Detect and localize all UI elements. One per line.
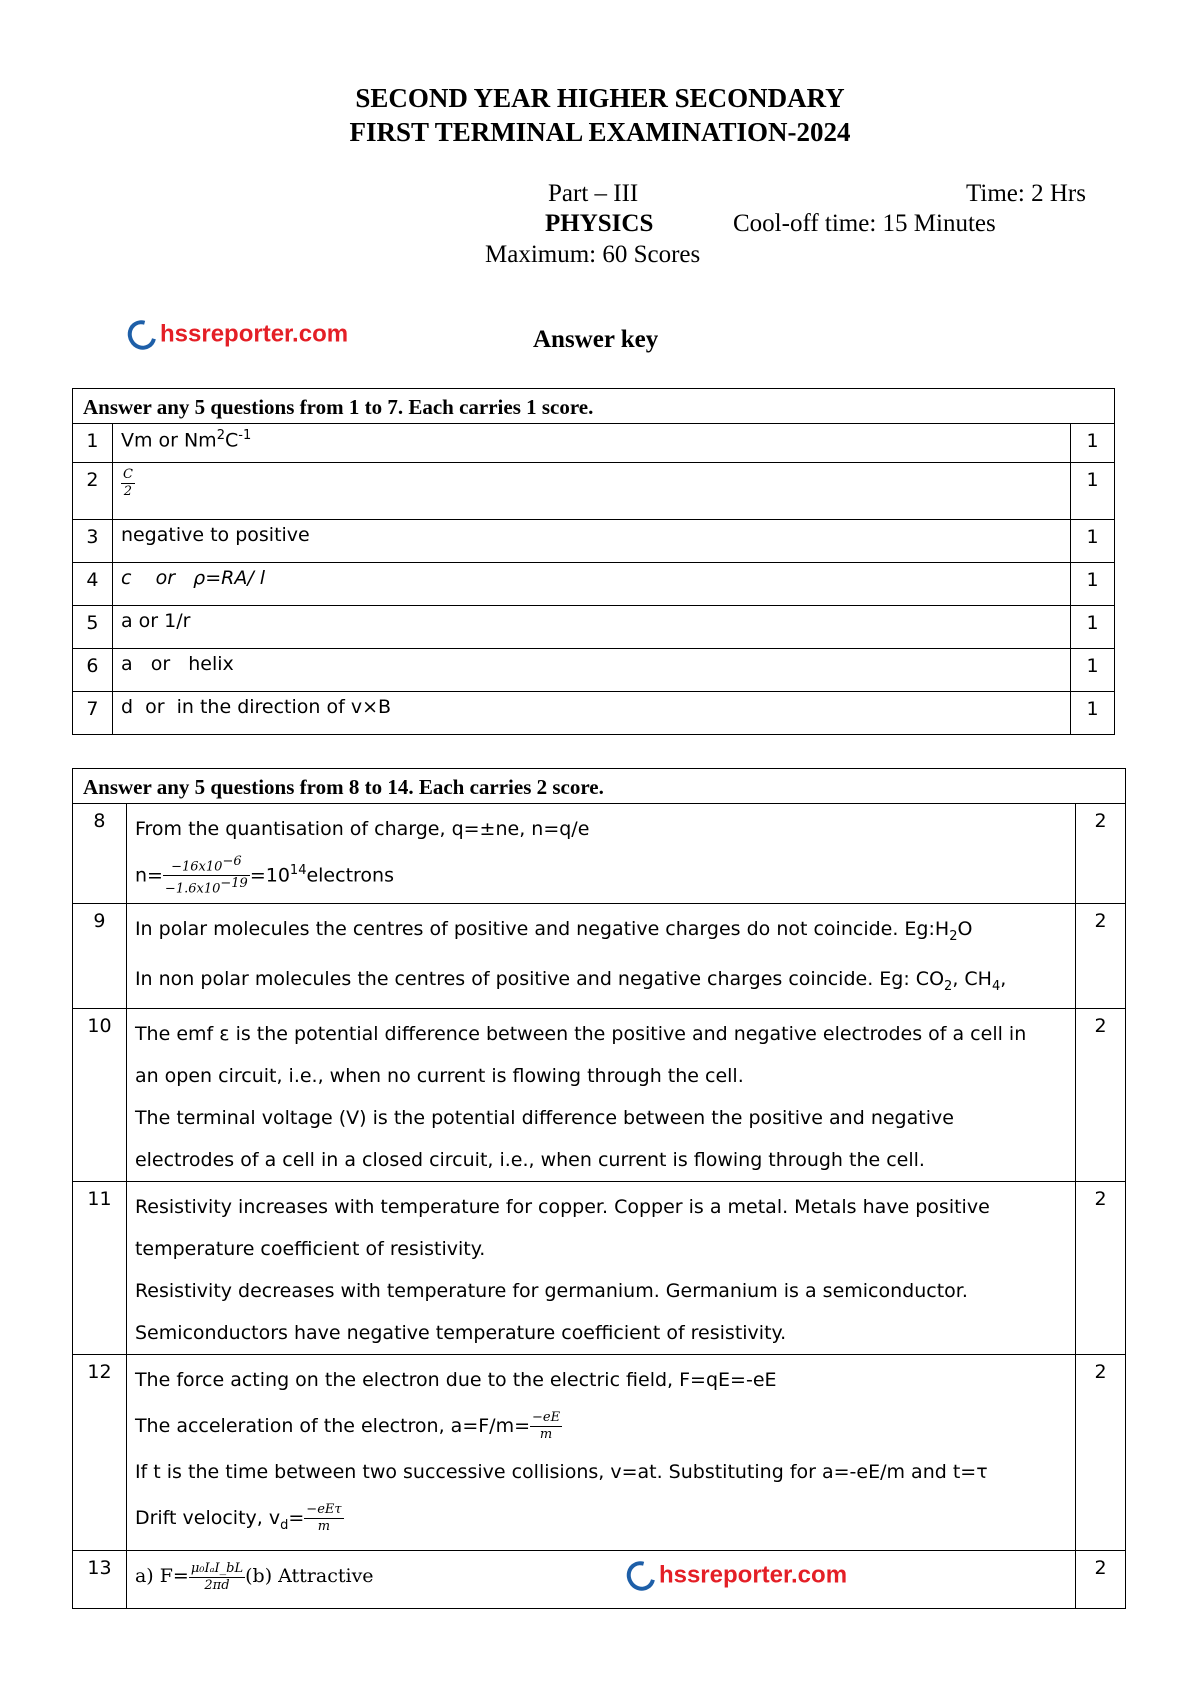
answer-cell: d or in the direction of v×B: [112, 692, 1070, 735]
section2-heading: Answer any 5 questions from 8 to 14. Each carries 2 score.: [73, 769, 1126, 804]
logo-icon: [122, 315, 161, 355]
subject-label: PHYSICS: [545, 210, 654, 237]
question-number: 12: [73, 1354, 127, 1551]
table-row: [73, 520, 1115, 563]
time-label: Time: 2 Hrs: [966, 180, 1086, 207]
table-row: [73, 424, 1115, 463]
score: 1: [1071, 649, 1115, 692]
section1-table: [72, 388, 1115, 735]
answer-cell: Resistivity increases with temperature for copper. Copper is a metal. Metals have positive temperature coefficient of resistivity. Resistivity decreases with temperature for germanium. Germanium is a semiconductor. Semiconductors have negative temperature coefficient of resistivity.: [126, 1181, 1075, 1354]
score: 2: [1076, 1181, 1126, 1354]
table-row: [73, 904, 1126, 1009]
score: 1: [1071, 424, 1115, 463]
answer-cell: a or 1/r: [112, 606, 1070, 649]
question-number: 6: [73, 649, 113, 692]
fraction: $\frac{C}{2}$: [122, 467, 133, 499]
score: 2: [1076, 1354, 1126, 1551]
score: 2: [1076, 1008, 1126, 1181]
answer-cell: [112, 463, 1070, 520]
table-row: [73, 692, 1115, 735]
table-row: [73, 649, 1115, 692]
fraction: $\frac{\text{μ₀IₐI\_bL}}{2\pi d}$: [190, 1560, 244, 1593]
section2-table: [72, 768, 1126, 1609]
part-label: Part – III: [548, 180, 639, 207]
table-row: [73, 606, 1115, 649]
question-number: 4: [73, 563, 113, 606]
fraction: $\frac{-eE}{m}$: [532, 1409, 561, 1442]
score: 2: [1076, 904, 1126, 1009]
section2-heading-row: [73, 769, 1126, 804]
question-number: 2: [73, 463, 113, 520]
answer-cell: In polar molecules the centres of positive and negative charges do not coincide. $Eg:H_2O$ In non polar molecules the centres of positive and negative charges coincide. Eg: $CO_2$, $CH_4$,: [126, 904, 1075, 1009]
question-number: 13: [73, 1551, 127, 1609]
section1-heading: Answer any 5 questions from 1 to 7. Each carries 1 score.: [73, 389, 1115, 424]
question-number: 11: [73, 1181, 127, 1354]
table-row: [73, 1354, 1126, 1551]
table-row: [73, 563, 1115, 606]
question-number: 7: [73, 692, 113, 735]
score: 2: [1076, 1551, 1126, 1609]
cooloff-label: Cool-off time: 15 Minutes: [733, 210, 996, 237]
hssreporter-logo: hssreporter.com: [128, 320, 348, 350]
score: 1: [1071, 606, 1115, 649]
answer-cell: Vm or $Nm^2C^{-1}$: [112, 424, 1070, 463]
question-number: 1: [73, 424, 113, 463]
score: 1: [1071, 463, 1115, 520]
answer-key-heading: Answer key: [533, 326, 659, 353]
table-row: [73, 1551, 1126, 1609]
answer-cell: The force acting on the electron due to the electric field, F=qE=-eE The acceleration of the electron, a=F/m= $\frac{-eE}{m}$ If t is the time between two successive collisions, v=at. Substituting for a=-eE/m and t=τ Drift velocity, $v_d=$ $\frac{\text{−eEτ}}{m}$: [126, 1354, 1075, 1551]
answer-cell: a or helix: [112, 649, 1070, 692]
score: 2: [1076, 804, 1126, 904]
fraction: $\frac{\text{−eEτ}}{m}$: [306, 1501, 342, 1534]
logo-icon: [621, 1556, 660, 1596]
score: 1: [1071, 692, 1115, 735]
question-number: 10: [73, 1008, 127, 1181]
score: 1: [1071, 520, 1115, 563]
question-number: 3: [73, 520, 113, 563]
table-row: [73, 1008, 1126, 1181]
table-row: [73, 1181, 1126, 1354]
question-number: 8: [73, 804, 127, 904]
answer-cell: From the quantisation of charge, q=±ne, n=q/e n= $\frac{-16x10^{-6}}{-1.6x10^{-19}}$ $=10^{14}electrons$: [126, 804, 1075, 904]
exam-title-line1: SECOND YEAR HIGHER SECONDARY: [355, 83, 845, 113]
answer-cell: a) F= $\frac{\text{μ₀IₐI\_bL}}{2\pi d}$ (b) Attractive hssreporter.com: [126, 1551, 1075, 1609]
section1-heading-row: [73, 389, 1115, 424]
exam-title-line2: FIRST TERMINAL EXAMINATION-2024: [349, 117, 851, 147]
answer-cell: c or ρ=RA/ l: [112, 563, 1070, 606]
score: 1: [1071, 563, 1115, 606]
table-row: [73, 804, 1126, 904]
question-number: 9: [73, 904, 127, 1009]
answer-cell: negative to positive: [112, 520, 1070, 563]
maximum-score-label: Maximum: 60 Scores: [485, 241, 701, 268]
answer-cell: The emf ε is the potential difference between the positive and negative electrodes of a cell in an open circuit, i.e., when no current is flowing through the cell. The terminal voltage (V) is the potential difference between the positive and negative electrodes of a cell in a closed circuit, i.e., when current is flowing through the cell.: [126, 1008, 1075, 1181]
table-row: [73, 463, 1115, 520]
question-number: 5: [73, 606, 113, 649]
fraction: $\frac{-16x10^{-6}}{-1.6x10^{-19}}$: [164, 854, 248, 897]
hssreporter-logo-2: hssreporter.com: [627, 1561, 847, 1591]
